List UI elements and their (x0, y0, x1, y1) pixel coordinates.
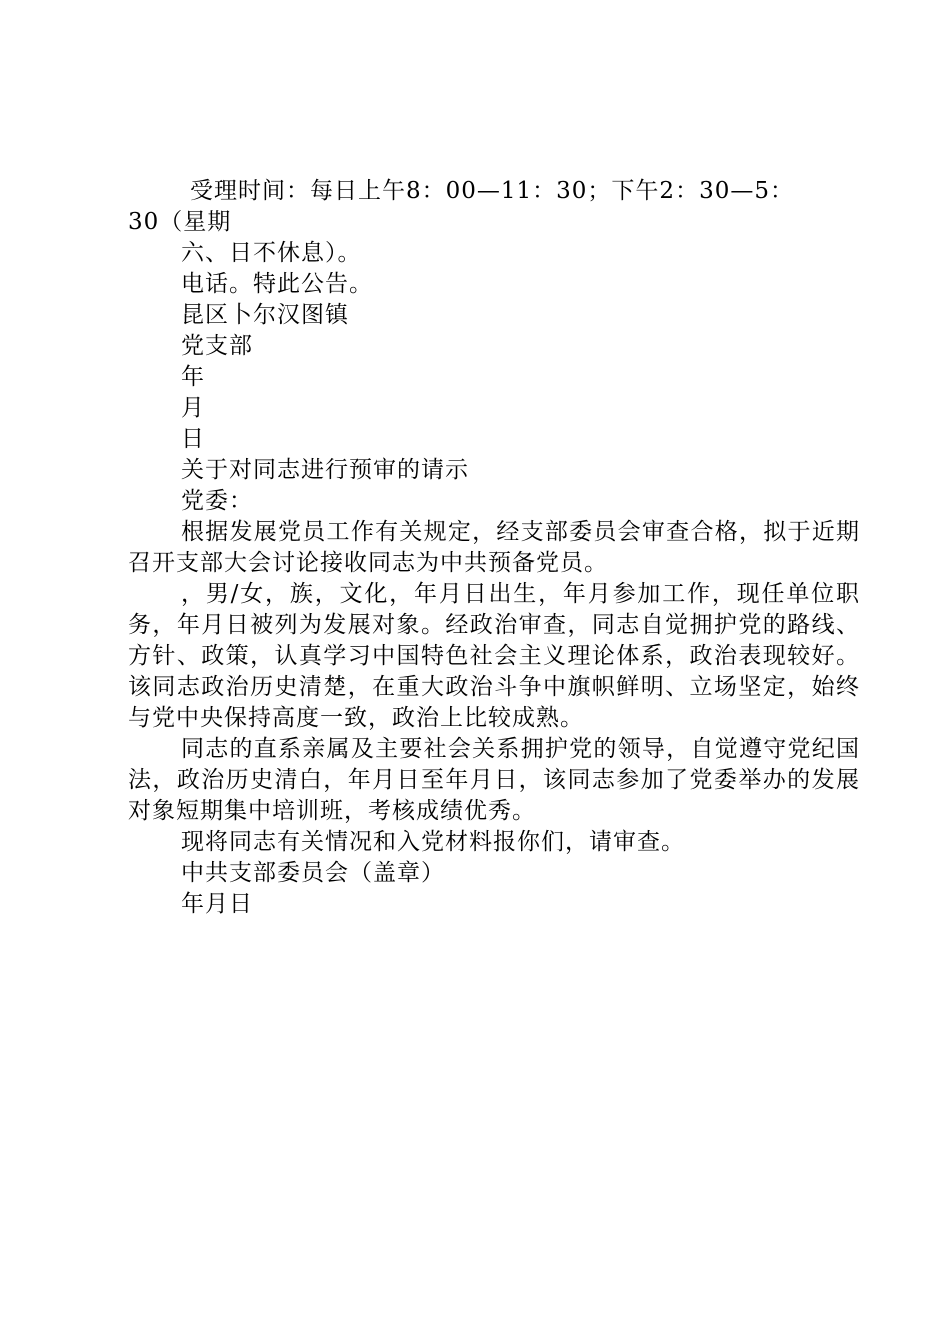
town-name: 昆区卜尔汉图镇 (181, 302, 349, 328)
date-year: 年 (181, 364, 205, 390)
document-body (128, 176, 860, 920)
signature-committee: 中共支部委员会（盖章） (181, 860, 445, 886)
hours-line-continued: 30（星期 (128, 209, 232, 235)
hours-line: 受理时间：每日上午8：00—11：30；下午2：30—5： (190, 178, 794, 204)
request-title: 关于对同志进行预审的请示 (181, 457, 469, 483)
signature-date: 年月日 (181, 891, 253, 917)
paragraph-candidate: ，男/女，族，文化，年月日出生，年月参加工作，现任单位职务，年月日被列为发展对象。经政治审查，同志自觉拥护党的路线、方针、政策，认真学习中国特色社会主义理论体系，政治表现较好。该同志政治历史清楚，在重大政治斗争中旗帜鲜明、立场坚定，始终与党中央保持高度一致，政治上比较成熟。 (128, 581, 860, 731)
date-month: 月 (181, 395, 205, 421)
salutation: 党委： (181, 488, 253, 514)
hours-note: 六、日不休息）。 (181, 240, 362, 266)
paragraph-family: 同志的直系亲属及主要社会关系拥护党的领导，自觉遵守党纪国法，政治历史清白，年月日至年月日，该同志参加了党委举办的发展对象短期集中培训班，考核成绩优秀。 (128, 736, 860, 824)
phone-notice: 电话。特此公告。 (181, 271, 373, 297)
paragraph-intro: 根据发展党员工作有关规定，经支部委员会审查合格，拟于近期召开支部大会讨论接收同志为中共预备党员。 (128, 519, 860, 576)
date-day: 日 (181, 426, 205, 452)
closing-request: 现将同志有关情况和入党材料报你们，请审查。 (181, 829, 685, 855)
branch-name: 党支部 (181, 333, 253, 359)
